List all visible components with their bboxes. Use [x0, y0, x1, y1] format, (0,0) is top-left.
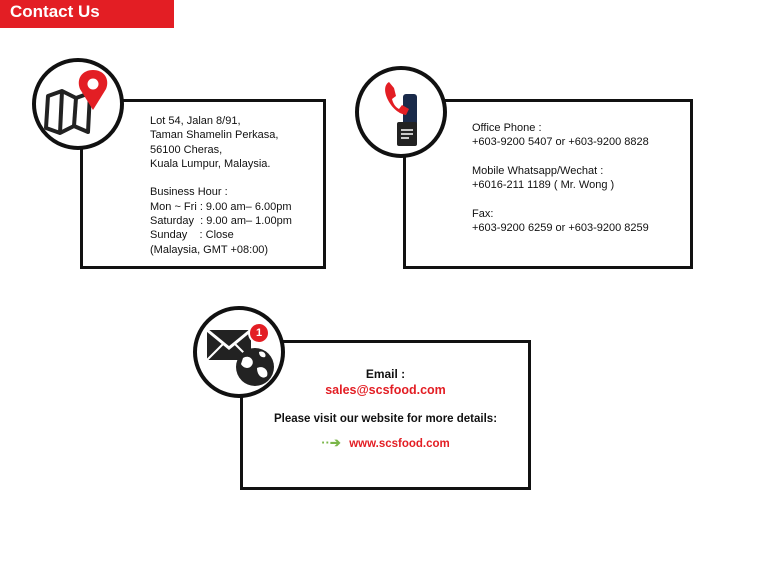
header-bar: [0, 0, 174, 28]
phone-card-line: [472, 192, 649, 206]
address-card-line: Sunday : Close: [150, 229, 234, 242]
email-icon-circle: [193, 306, 285, 398]
phone-icon: [359, 70, 443, 154]
address-card-line: 56100 Cheras,: [150, 143, 223, 156]
phone-card-line: Fax:: [472, 207, 494, 220]
arrow-right-icon: ··➔: [321, 435, 341, 450]
address-card-line: [150, 171, 292, 185]
mail-globe-icon: [197, 310, 281, 394]
notification-count: 1: [255, 327, 263, 339]
address-card-line: Mon ~ Fri : 9.00 am– 6.00pm: [150, 200, 292, 213]
page-title: Contact Us: [10, 2, 100, 21]
notification-badge: [248, 322, 270, 344]
phone-card: [403, 99, 693, 269]
address-card-line: Lot 54, Jalan 8/91,: [150, 115, 241, 127]
phone-lines: [472, 121, 649, 235]
phone-card-line: Mobile Whatsapp/Wechat :: [472, 164, 604, 177]
address-card-line: Business Hour :: [150, 186, 228, 199]
email-label: Email :: [365, 367, 406, 381]
map-pin-icon: [36, 62, 120, 146]
email-link[interactable]: sales@scsfood.com: [325, 383, 446, 397]
phone-card-line: +603-9200 5407 or +603-9200 8828: [472, 136, 649, 149]
phone-card-line: Office Phone :: [472, 122, 542, 134]
phone-card-line: [472, 150, 649, 164]
website-link[interactable]: www.scsfood.com: [349, 438, 450, 450]
visit-text: Please visit our website for more details:: [273, 413, 498, 425]
website-row: [243, 434, 528, 452]
address-lines: [150, 114, 292, 257]
address-card-line: Taman Shamelin Perkasa,: [150, 129, 279, 142]
address-card-line: Saturday : 9.00 am– 1.00pm: [150, 215, 292, 228]
address-icon-circle: [32, 58, 124, 150]
phone-icon-circle: [355, 66, 447, 158]
address-card-line: Kuala Lumpur, Malaysia.: [150, 157, 271, 170]
phone-card-line: +6016-211 1189 ( Mr. Wong ): [472, 179, 615, 192]
address-card-line: (Malaysia, GMT +08:00): [150, 243, 269, 256]
phone-card-line: +603-9200 6259 or +603-9200 8259: [472, 222, 649, 235]
